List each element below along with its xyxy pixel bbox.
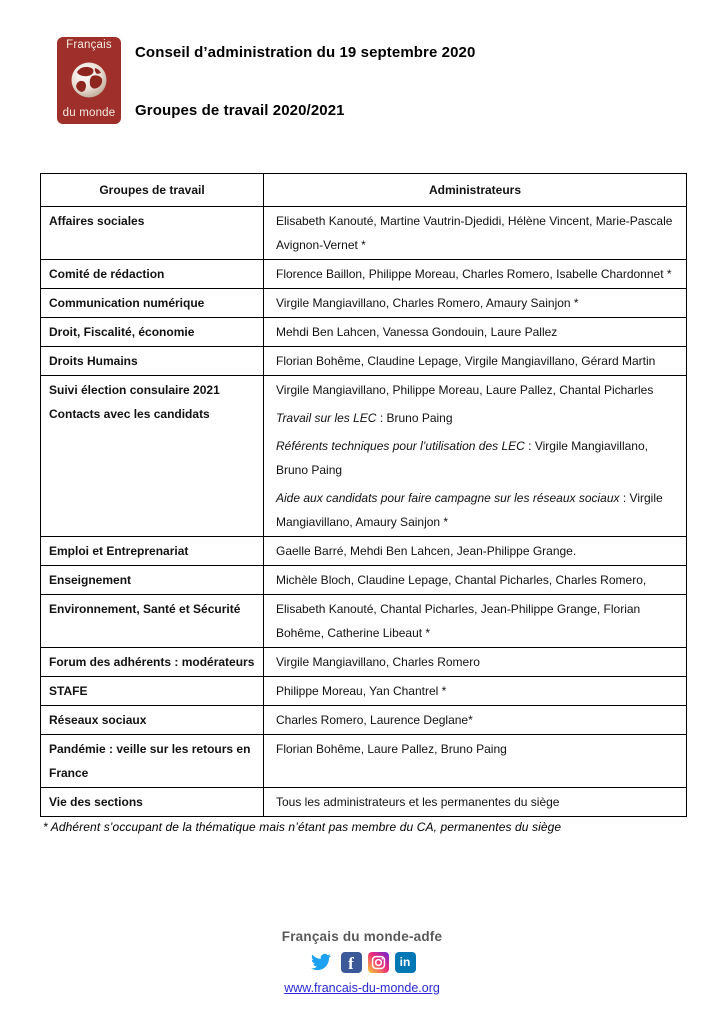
francais-du-monde-logo bbox=[57, 37, 121, 124]
administrators-paragraph: Philippe Moreau, Yan Chantrel * bbox=[276, 684, 447, 698]
administrators-cell bbox=[264, 376, 687, 537]
document-subtitle: Groupes de travail 2020/2021 bbox=[135, 102, 345, 119]
administrators-cell bbox=[264, 207, 687, 260]
group-name-line: Droit, Fiscalité, économie bbox=[49, 325, 195, 339]
group-name-line: Enseignement bbox=[49, 573, 132, 587]
group-name-cell bbox=[41, 260, 264, 289]
administrators-cell bbox=[264, 788, 687, 817]
table-row bbox=[41, 376, 687, 537]
administrators-paragraph: Virgile Mangiavillano, Philippe Moreau, Laure Pallez, Chantal Picharles bbox=[276, 383, 654, 397]
group-name-line: Forum des adhérents : modérateurs bbox=[49, 655, 255, 669]
group-name-line: Contacts avec les candidats bbox=[49, 407, 210, 421]
administrators-paragraph: Mehdi Ben Lahcen, Vanessa Gondouin, Laure Pallez bbox=[276, 325, 558, 339]
group-name-cell bbox=[41, 207, 264, 260]
group-name-cell bbox=[41, 648, 264, 677]
instagram-icon[interactable] bbox=[368, 952, 389, 973]
administrators-paragraph: Aide aux candidats pour faire campagne sur les réseaux sociaux : Virgile Mangiavillano, Amaury Sainjon * bbox=[276, 491, 663, 529]
working-groups-table bbox=[40, 173, 687, 817]
table-row bbox=[41, 595, 687, 648]
administrators-paragraph: Virgile Mangiavillano, Charles Romero, Amaury Sainjon * bbox=[276, 296, 579, 310]
table-row bbox=[41, 347, 687, 376]
group-name-cell bbox=[41, 318, 264, 347]
table-row bbox=[41, 788, 687, 817]
table-header-row bbox=[41, 174, 687, 207]
group-name-line: Droits Humains bbox=[49, 354, 138, 368]
group-name-cell bbox=[41, 595, 264, 648]
administrators-cell bbox=[264, 648, 687, 677]
group-name-cell bbox=[41, 347, 264, 376]
administrators-cell bbox=[264, 289, 687, 318]
table-row bbox=[41, 735, 687, 788]
table-row bbox=[41, 677, 687, 706]
administrators-cell bbox=[264, 566, 687, 595]
table-row bbox=[41, 537, 687, 566]
group-name-cell bbox=[41, 677, 264, 706]
twitter-icon[interactable] bbox=[309, 951, 335, 973]
group-name-cell bbox=[41, 537, 264, 566]
group-name-cell bbox=[41, 566, 264, 595]
group-name-line: Suivi élection consulaire 2021 bbox=[49, 383, 220, 397]
administrators-paragraph: Tous les administrateurs et les permanentes du siège bbox=[276, 795, 560, 809]
website-link[interactable]: www.francais-du-monde.org bbox=[284, 981, 440, 995]
group-name-line: Environnement, Santé et Sécurité bbox=[49, 602, 241, 616]
group-name-line: Emploi et Entreprenariat bbox=[49, 544, 189, 558]
facebook-icon[interactable]: f bbox=[341, 952, 362, 973]
group-name-cell bbox=[41, 706, 264, 735]
footnote: * Adhérent s’occupant de la thématique mais n’étant pas membre du CA, permanentes du siège bbox=[43, 820, 562, 834]
administrators-cell bbox=[264, 735, 687, 788]
administrators-cell bbox=[264, 537, 687, 566]
logo-bottom-text: du monde bbox=[62, 106, 116, 119]
group-name-cell bbox=[41, 289, 264, 318]
administrators-paragraph: Florian Bohême, Laure Pallez, Bruno Paing bbox=[276, 742, 507, 756]
administrators-paragraph: Virgile Mangiavillano, Charles Romero bbox=[276, 655, 480, 669]
administrators-cell bbox=[264, 260, 687, 289]
column-header-groups: Groupes de travail bbox=[41, 174, 264, 207]
column-header-administrators: Administrateurs bbox=[264, 174, 687, 207]
administrators-cell bbox=[264, 595, 687, 648]
administrators-cell bbox=[264, 318, 687, 347]
administrators-paragraph: Elisabeth Kanouté, Martine Vautrin-Djedidi, Hélène Vincent, Marie-Pascale Avignon-Vernet * bbox=[276, 214, 673, 252]
group-name-line: STAFE bbox=[49, 684, 88, 698]
table-row bbox=[41, 566, 687, 595]
website-link-wrap bbox=[284, 979, 440, 997]
table-row bbox=[41, 260, 687, 289]
group-name-line: Affaires sociales bbox=[49, 214, 145, 228]
administrators-paragraph: Gaelle Barré, Mehdi Ben Lahcen, Jean-Philippe Grange. bbox=[276, 544, 577, 558]
group-name-cell bbox=[41, 376, 264, 537]
group-name-line: Réseaux sociaux bbox=[49, 713, 147, 727]
administrators-paragraph: Michèle Bloch, Claudine Lepage, Chantal Picharles, Charles Romero, bbox=[276, 573, 647, 587]
logo-top-text: Français bbox=[66, 39, 112, 51]
social-icons-row bbox=[309, 951, 416, 973]
administrators-paragraph: Florian Bohême, Claudine Lepage, Virgile Mangiavillano, Gérard Martin bbox=[276, 354, 656, 368]
group-name-line: Communication numérique bbox=[49, 296, 205, 310]
table-row bbox=[41, 289, 687, 318]
administrators-paragraph: Travail sur les LEC : Bruno Paing bbox=[276, 411, 453, 425]
table-row bbox=[41, 648, 687, 677]
administrators-cell bbox=[264, 677, 687, 706]
administrators-paragraph: Charles Romero, Laurence Deglane* bbox=[276, 713, 473, 727]
groups-table-body bbox=[41, 207, 687, 817]
globe-icon bbox=[68, 59, 110, 101]
group-name-line: Pandémie : veille sur les retours en France bbox=[49, 742, 251, 780]
group-name-cell bbox=[41, 788, 264, 817]
administrators-cell bbox=[264, 706, 687, 735]
group-name-line: Vie des sections bbox=[49, 795, 143, 809]
page-footer bbox=[0, 929, 724, 997]
table-row bbox=[41, 207, 687, 260]
group-name-line: Comité de rédaction bbox=[49, 267, 165, 281]
document-title: Conseil d’administration du 19 septembre 2020 bbox=[135, 44, 476, 61]
table-row bbox=[41, 706, 687, 735]
table-row bbox=[41, 318, 687, 347]
administrators-paragraph: Florence Baillon, Philippe Moreau, Charles Romero, Isabelle Chardonnet * bbox=[276, 267, 672, 281]
group-name-cell bbox=[41, 735, 264, 788]
administrators-paragraph: Référents techniques pour l’utilisation des LEC : Virgile Mangiavillano, Bruno Paing bbox=[276, 439, 648, 477]
linkedin-icon[interactable]: in bbox=[395, 952, 416, 973]
organization-name: Français du monde-adfe bbox=[281, 929, 443, 944]
administrators-paragraph: Elisabeth Kanouté, Chantal Picharles, Jean-Philippe Grange, Florian Bohême, Catherine Libeaut * bbox=[276, 602, 641, 640]
administrators-cell bbox=[264, 347, 687, 376]
